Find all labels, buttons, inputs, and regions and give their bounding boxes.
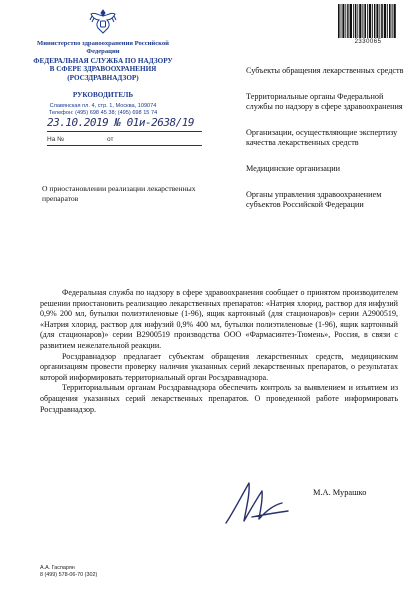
body-paragraph: Территориальным органам Росздравнадзора обеспечить контроль за выявлением и изъятием из обращения указанных серий лекарственных препаратов. О проведенной работе информировать Росздравнадзор. (40, 383, 398, 414)
reference-line (47, 134, 202, 146)
recipient-item: Медицинские организации (246, 163, 341, 173)
service-name (22, 57, 184, 82)
ministry-name: Министерство здравоохранения Российской Федерации (37, 40, 169, 55)
address-block (22, 103, 184, 117)
registration-number-prefix: № (114, 116, 121, 129)
reference-date-label: от (107, 136, 114, 143)
reference-underline (47, 145, 202, 146)
service-name-line1: ФЕДЕРАЛЬНАЯ СЛУЖБА ПО НАДЗОРУ (33, 57, 173, 65)
registration-date-number (47, 116, 194, 129)
recipient-item: Субъекты обращения лекарственных средств (246, 66, 404, 75)
head-title: РУКОВОДИТЕЛЬ (72, 91, 134, 99)
service-name-line2: В СФЕРЕ ЗДРАВООХРАНЕНИЯ (49, 65, 157, 74)
letter-subject: О приостановлении реализации лекарственных препаратов (42, 184, 196, 203)
reference-number-label: На № (47, 136, 65, 143)
registration-number: 01и-2638/19 (126, 116, 194, 129)
recipient-item: Территориальные органы Федеральной службы по надзору в сфере здравоохранения (246, 91, 403, 112)
barcode (338, 4, 396, 38)
executor-name: А.А. Гаспарян (40, 565, 75, 571)
service-name-line3: (РОСЗДРАВНАДЗОР) (67, 73, 139, 82)
letter-body (40, 288, 398, 415)
phone-line: Телефон: (495) 698 45 38; (495) 698 15 74 (48, 109, 158, 116)
registration-date: 23.10.2019 (47, 116, 109, 129)
body-paragraph: Росздравнадзор предлагает субъектам обращения лекарственных средств, медицинским организациям провести проверку наличия указанных серий лекарственных препаратов, о результатах которой информировать территориальный орган Росздравнадзора. (40, 351, 398, 382)
handwritten-signature (222, 477, 292, 529)
barcode-number: 2330065 (354, 39, 382, 45)
recipient-item: Органы управления здравоохранением субъектов Российской Федерации (246, 189, 382, 210)
coat-of-arms-emblem-icon (88, 6, 118, 38)
executor-phone: 8 (499) 578-06-70 (302) (40, 572, 98, 578)
recipient-item: Организации, осуществляющие экспертизу качества лекарственных средств (246, 127, 398, 148)
executor-block (40, 565, 97, 579)
signer-name: М.А. Мурашко (313, 488, 367, 497)
body-paragraph: Федеральная служба по надзору в сфере здравоохранения сообщает о принятом производителем решении приостановить реализацию лекарственных препаратов: «Натрия хлорид, раствор для инфузий 0,9% 200 мл, бутылки полиэтиленовые (1-96), ящик картонный (для стационаров)» серии A2900519, «Натрия хлорид, раствор для инфузий 0,9% 400 мл, бутылки полиэтиленовые (1-96), ящик картонный (для стационаров)» серии B2900519 производства ООО «Фармасинтез-Тюмень», Россия, в связи с развитием нежелательной реакции. (40, 288, 398, 350)
address-line: Славянская пл. 4, стр. 1, Москва, 109074 (49, 103, 157, 109)
registration-underline (47, 131, 202, 132)
recipients-list (246, 66, 404, 226)
registration-line (47, 116, 202, 132)
